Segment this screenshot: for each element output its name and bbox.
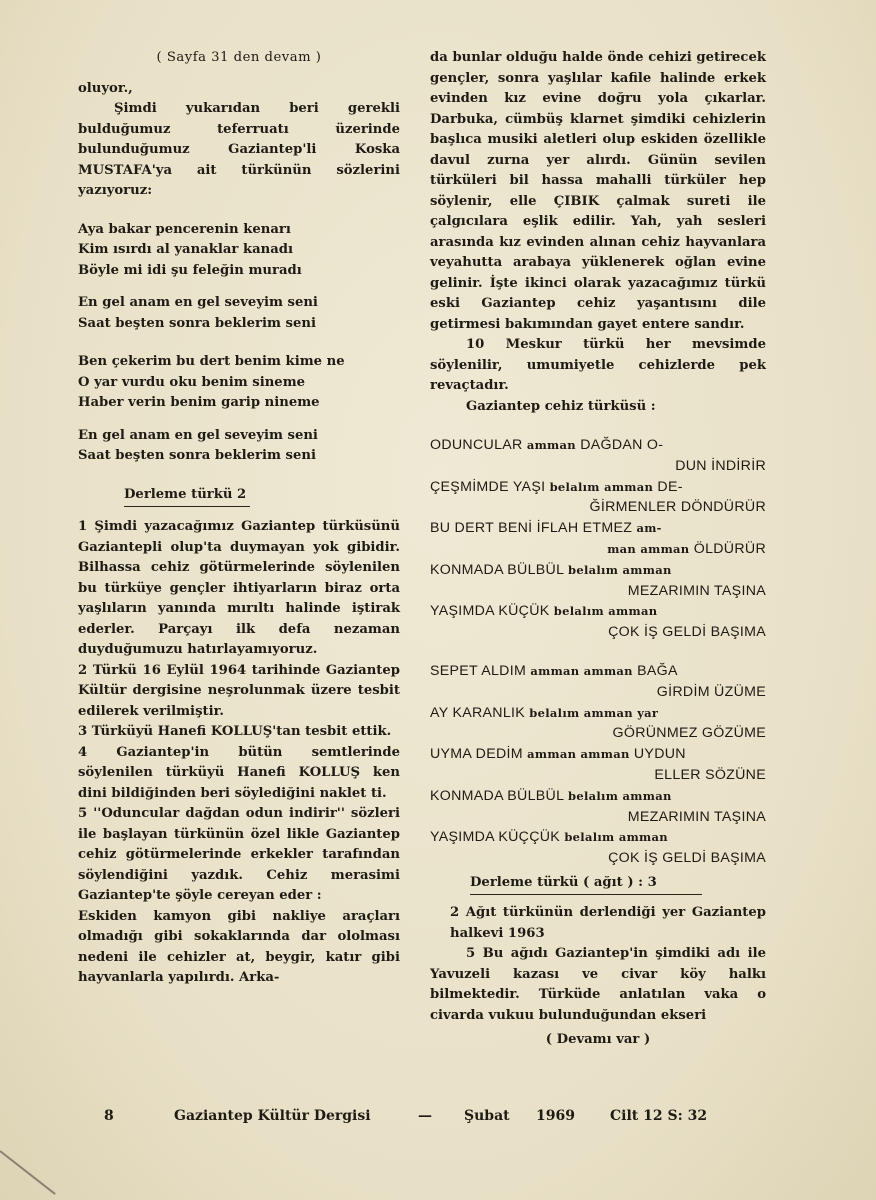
lyric-line bbox=[430, 497, 766, 518]
lyric-text: BAĞA bbox=[637, 662, 678, 679]
section-title: Derleme türkü 2 bbox=[124, 485, 250, 508]
footer-dash: — bbox=[418, 1108, 432, 1124]
lyric-line bbox=[430, 456, 766, 477]
lyric-line bbox=[430, 477, 766, 498]
lyric-text: DUN İNDİRİR bbox=[675, 457, 766, 474]
lyric-line bbox=[430, 560, 766, 581]
lyric-line bbox=[430, 744, 766, 765]
lyric-text: UYMA DEDİM bbox=[430, 746, 523, 763]
lyric-line bbox=[430, 786, 766, 807]
lyric-filler: amman amman bbox=[530, 663, 633, 678]
lyric-line bbox=[430, 661, 766, 682]
lyric-text: GİRDİM ÜZÜME bbox=[656, 683, 766, 700]
note-item: 2 Türkü 16 Eylül 1964 tarihinde Gaziantep Kültür dergisine neşrolunmak üzere tesbit edilerek verilmiştir. bbox=[78, 662, 400, 719]
verse-line: Aya bakar pencerenin kenarı bbox=[78, 221, 291, 237]
verse-line: Haber verin benim garip nineme bbox=[78, 395, 320, 410]
lyric-text: ÇEŞMİMDE YAŞI bbox=[430, 478, 546, 495]
lyric-line bbox=[430, 848, 766, 869]
lyric-text: SEPET ALDIM bbox=[430, 662, 527, 679]
verse-2 bbox=[78, 352, 400, 414]
verse-line: En gel anam en gel seveyim seni bbox=[78, 427, 318, 443]
left-column bbox=[78, 48, 400, 989]
lyric-text: KONMADA BÜLBÜL bbox=[430, 561, 564, 578]
lyric-text: KONMADA BÜLBÜL bbox=[430, 787, 564, 804]
note-10: 10 Meskur türkü her mevsimde söylenilir, umumiyetle cehizlerde pek revaçtadır. bbox=[430, 337, 766, 393]
lyric-text: ELLER SÖZÜNE bbox=[654, 766, 766, 783]
lyric-line bbox=[430, 435, 766, 456]
lyric-line bbox=[430, 827, 766, 848]
note-item: Eskiden kamyon gibi nakliye araçları olmadığı gibi sokaklarında dar ololması nedeni ile cehizler at, beygir, katır gibi hayvanlarla yapılırdı. Arka- bbox=[78, 908, 400, 985]
lyric-line bbox=[430, 723, 766, 744]
note-item: 4 Gaziantep'in bütün semtlerinde söylenilen türküyü Hanefi KOLLUŞ ken dini bildiğinden beri söylediğini naklet ti. bbox=[78, 744, 400, 801]
lyric-filler: belalım amman bbox=[564, 830, 668, 845]
continues-label: ( Devamı var ) bbox=[545, 1032, 651, 1048]
lyric-filler: belalım amman bbox=[549, 479, 654, 494]
refrain-2 bbox=[78, 426, 400, 467]
refrain-1 bbox=[78, 293, 400, 334]
lyric-text: ÇOK İŞ GELDİ BAŞIMA bbox=[608, 850, 766, 867]
paper-scratch bbox=[0, 1150, 56, 1195]
footer-month: Şubat bbox=[464, 1108, 510, 1124]
lyric-line bbox=[430, 765, 766, 786]
lyric-line bbox=[430, 518, 766, 539]
note-item: 1 Şimdi yazacağımız Gaziantep türküsünü Gaziantepli olup'ta duymayan yok gibidir. Bilhassa cehiz götürmelerinde söylenilen bu türküye gençler ihtiyarların biraz orta yaşlıların yanında mırıltı halinde iştirak ederler. Parçayı ilk defa nezaman duyduğumuzu hatırlayamıyoruz. bbox=[78, 519, 400, 657]
note-item: 3 Türküyü Hanefi KOLLUŞ'tan tesbit ettik. bbox=[78, 724, 392, 739]
lyric-filler: belalım amman bbox=[568, 562, 672, 577]
verse-line: Böyle mi idi şu feleğin muradı bbox=[78, 262, 302, 278]
lyric-filler: amman amman bbox=[527, 747, 630, 762]
verse-line: Saat beşten sonra beklerim seni bbox=[78, 315, 316, 331]
lyric-line bbox=[430, 622, 766, 643]
lyric-filler: belalım amman bbox=[568, 788, 672, 803]
verse-line: En gel anam en gel seveyim seni bbox=[78, 295, 318, 310]
lyric-line bbox=[430, 807, 766, 828]
intro-paragraph: Şimdi yukarıdan beri gerekli bulduğumuz teferruatı üzerinde bulunduğumuz Gaziantep'li Koska MUSTAFA'ya ait türkünün sözlerini yazıyoruz: bbox=[78, 101, 400, 198]
lyric-text: DE- bbox=[657, 478, 683, 495]
verse-line: O yar vurdu oku benim sineme bbox=[78, 374, 306, 390]
lyric-text: ÖLDÜRÜR bbox=[693, 540, 766, 557]
lyric-filler: am- bbox=[636, 521, 662, 536]
continued-paragraph: da bunlar olduğu halde önde cehizi getirecek gençler, sonra yaşlılar kafile halinde erkek evinden kız evine doğru yola çıkarlar. Darbuka, cümbüş klarnet şimdiki cehizlerin başlıca musiki aletleri olup eskiden özellikle davul zurna yer alırdı. Günün sevilen türküleri bil hassa mahalli türküler hep söylenir, elle ÇIBIK çalmak sureti ile çalgıcılara eşlik edilir. Yah, yah sesleri arasında kız evinden alınan cehiz hayvanlara veyahutta arabaya yüklenerek oğlan evine gelinir. İşte ikinci olarak yazacağımız türkü eski Gaziantep cehiz yaşantısını dile getirmesi bakımından gayet entere sandır. bbox=[430, 50, 766, 332]
lyric-text: MEZARIMIN TAŞINA bbox=[627, 808, 766, 825]
section-title-agit: Derleme türkü ( ağıt ) : 3 bbox=[470, 873, 702, 896]
lyric-text: UYDUN bbox=[633, 746, 686, 763]
journal-name: Gaziantep Kültür Dergisi bbox=[174, 1108, 371, 1124]
continued-from-header: ( Sayfa 31 den devam ) bbox=[156, 50, 322, 65]
lyrics-stanza-2 bbox=[430, 661, 766, 869]
verse-line: Saat beşten sonra beklerim seni bbox=[78, 448, 316, 463]
lyric-text: BU DERT BENİ İFLAH ETMEZ bbox=[430, 520, 633, 537]
lyric-text: ODUNCULAR bbox=[430, 437, 523, 453]
notes-list bbox=[78, 517, 400, 989]
lyric-text: AY KARANLIK bbox=[430, 704, 526, 721]
lyric-text: ÇOK İŞ GELDİ BAŞIMA bbox=[608, 624, 766, 641]
lyric-text: YAŞIMDA KÜÇÜK bbox=[430, 603, 550, 620]
right-column bbox=[430, 48, 766, 1051]
lyric-line bbox=[430, 682, 766, 703]
note-item: 2 Ağıt türkünün derlendiği yer Gaziantep halkevi 1963 bbox=[450, 905, 766, 941]
verse-1 bbox=[78, 220, 400, 282]
lyric-line bbox=[430, 581, 766, 602]
lyric-filler: man amman bbox=[607, 541, 690, 556]
lyric-filler: amman bbox=[526, 438, 576, 452]
lyrics-stanza-1 bbox=[430, 435, 766, 643]
notes-agit bbox=[430, 903, 766, 1026]
footer-year: 1969 bbox=[536, 1108, 575, 1124]
intro-line: oluyor., bbox=[78, 80, 133, 96]
lyric-filler: belalım amman bbox=[553, 604, 658, 619]
verse-line: Ben çekerim bu dert benim kime ne bbox=[78, 354, 345, 369]
song-title: Gaziantep cehiz türküsü : bbox=[466, 398, 656, 414]
footer-volume: Cilt 12 S: 32 bbox=[610, 1108, 708, 1124]
page-number: 8 bbox=[104, 1108, 114, 1124]
note-item: 5 Bu ağıdı Gaziantep'in şimdiki adı ile Yavuzeli kazası ve civar köy halkı bilmektedir. Türküde anlatılan vaka o civarda vukuu bulunduğundan ekseri bbox=[430, 946, 766, 1023]
lyric-filler: belalım amman yar bbox=[529, 705, 659, 720]
lyric-text: MEZARIMIN TAŞINA bbox=[627, 582, 766, 599]
lyric-text: YAŞIMDA KÜÇÇÜK bbox=[430, 829, 561, 846]
note-item: 5 ''Oduncular dağdan odun indirir'' sözleri ile başlayan türkünün özel likle Gaziantep cehiz götürmelerinde erkekler tarafından söylendiğini yazdık. Cehiz merasimi Gaziantep'te şöyle cereyan eder : bbox=[78, 806, 400, 903]
lyric-text: DAĞDAN O- bbox=[580, 437, 664, 453]
lyric-line bbox=[430, 601, 766, 622]
lyric-text: ĞİRMENLER DÖNDÜRÜR bbox=[589, 499, 766, 516]
lyric-text: GÖRÜNMEZ GÖZÜME bbox=[612, 725, 766, 742]
lyric-line bbox=[430, 539, 766, 560]
verse-line: Kim ısırdı al yanaklar kanadı bbox=[78, 242, 293, 257]
lyric-line bbox=[430, 703, 766, 724]
